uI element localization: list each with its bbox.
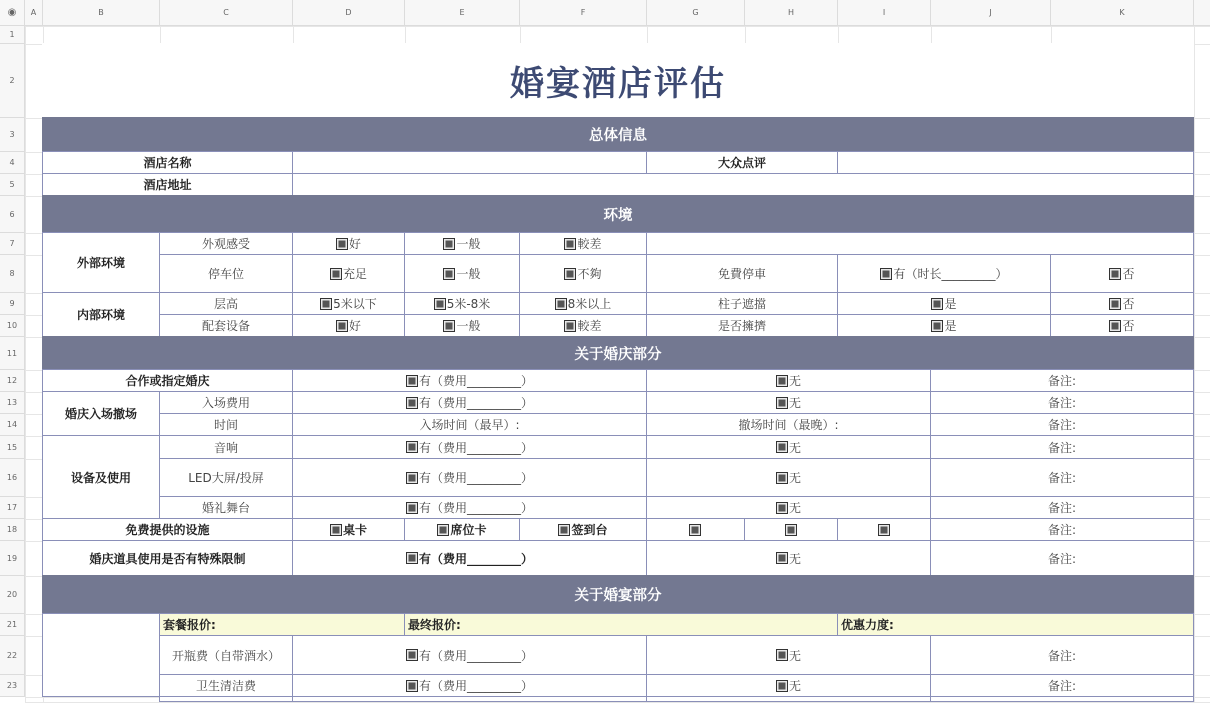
height-label[interactable] (159, 292, 293, 315)
checkbox-icon[interactable] (878, 524, 890, 536)
cleaning-note[interactable] (930, 674, 1194, 697)
entry-fee-no-text: 无 (788, 396, 801, 410)
checkbox-icon[interactable] (320, 298, 332, 310)
checkbox-icon[interactable] (931, 298, 943, 310)
section-celebration-text: 关于婚庆部分 (574, 346, 662, 363)
time-label-text: 时间 (213, 418, 238, 432)
entry-fee-yes-text: 有（费用_________） (418, 396, 533, 410)
crowded-label-text: 是否擁擠 (717, 319, 766, 333)
checkbox-icon[interactable] (564, 320, 576, 332)
discount[interactable] (837, 613, 1194, 636)
height-opt-low-text: 5米以下 (333, 297, 377, 311)
props-note-text: 备注: (1047, 551, 1077, 566)
signin-desk-text: 签到台 (571, 523, 608, 537)
row-header-13[interactable]: 13 (0, 392, 25, 414)
cleaning-note-text: 备注: (1047, 679, 1077, 693)
checkbox-icon[interactable] (776, 472, 788, 484)
props-label[interactable] (42, 540, 293, 576)
entry-fee-no[interactable] (646, 391, 931, 414)
free-parking-yes-text: 有（时长_________） (893, 267, 1008, 281)
table-card[interactable] (292, 518, 405, 541)
facility-opt-poor-text: 較差 (577, 319, 602, 333)
corkage-no[interactable] (646, 635, 931, 675)
look-opt-normal[interactable] (404, 232, 520, 255)
coop-label[interactable] (42, 369, 293, 392)
checkbox-icon[interactable] (336, 320, 348, 332)
props-no[interactable] (646, 540, 931, 576)
sound-no[interactable] (646, 435, 931, 459)
entry-fee-label-text: 入场费用 (201, 396, 250, 410)
checkbox-icon[interactable] (406, 680, 418, 692)
checkbox-icon[interactable] (776, 397, 788, 409)
corkage-label[interactable] (159, 635, 293, 675)
dianping-label[interactable] (646, 151, 838, 174)
row-header-5[interactable]: 5 (0, 174, 25, 196)
facility-opt-good-text: 好 (348, 319, 361, 333)
package-price-text: 套餐报价: (163, 618, 216, 632)
address-value[interactable] (292, 173, 1194, 196)
exit-time[interactable] (646, 413, 931, 436)
row-header-12[interactable]: 12 (0, 370, 25, 392)
entry-fee-label[interactable] (159, 391, 293, 414)
inner-env-label[interactable] (42, 292, 160, 337)
row-header-20[interactable]: 20 (0, 576, 25, 614)
crowded-yes-text: 是 (944, 319, 957, 333)
height-opt-mid[interactable] (404, 292, 520, 315)
entry-label[interactable] (42, 391, 160, 436)
entry-fee-yes[interactable] (292, 391, 647, 414)
led-yes-text: 有（费用_________） (418, 471, 533, 485)
led-label[interactable] (159, 458, 293, 497)
table-card-text: 桌卡 (342, 523, 367, 537)
free-parking-label-text: 免費停車 (717, 267, 766, 281)
pillar-label[interactable] (646, 292, 838, 315)
time-note-text: 备注: (1047, 418, 1077, 432)
stage-note[interactable] (930, 496, 1194, 519)
look-blank[interactable] (646, 232, 1194, 255)
checkbox-icon[interactable] (443, 320, 455, 332)
free-facility-note-text: 备注: (1047, 523, 1077, 537)
cleaning-yes-text: 有（费用_________） (418, 679, 533, 693)
pillar-yes-text: 是 (944, 297, 957, 311)
sound-label[interactable] (159, 435, 293, 459)
checkbox-icon[interactable] (785, 524, 797, 536)
pillar-no[interactable] (1050, 292, 1194, 315)
cleaning-no-text: 无 (788, 679, 801, 693)
checkbox-icon[interactable] (564, 268, 576, 280)
coop-no[interactable] (646, 369, 931, 392)
entry-fee-note-text: 备注: (1047, 396, 1077, 410)
props-no-text: 无 (788, 551, 801, 566)
row-header-1[interactable]: 1 (0, 26, 25, 44)
parking-opt-enough-text: 充足 (342, 267, 367, 281)
look-opt-poor[interactable] (519, 232, 647, 255)
free-parking-label[interactable] (646, 254, 838, 293)
free-parking-no-text: 否 (1122, 267, 1135, 281)
parking-label[interactable] (159, 254, 293, 293)
sound-note[interactable] (930, 435, 1194, 459)
signin-desk[interactable] (519, 518, 647, 541)
column-header-h[interactable]: H (745, 0, 838, 26)
entry-label-text: 婚庆入场撤场 (64, 407, 137, 421)
checkbox-icon[interactable] (776, 441, 788, 453)
look-opt-good[interactable] (292, 232, 405, 255)
checkbox-icon[interactable] (558, 524, 570, 536)
free-parking-yes[interactable] (837, 254, 1051, 293)
parking-opt-normal[interactable] (404, 254, 520, 293)
hotel-name-label[interactable] (42, 151, 293, 174)
exit-time-text: 撤场时间（最晚）: (738, 418, 839, 432)
next-row-c[interactable] (159, 696, 293, 702)
section-banquet-text: 关于婚宴部分 (574, 588, 662, 604)
equipment-label[interactable] (42, 435, 160, 519)
coop-note-text: 备注: (1047, 374, 1077, 388)
look-opt-good-text: 好 (348, 237, 361, 251)
row-header-7[interactable]: 7 (0, 233, 25, 255)
section-general-text: 总体信息 (589, 128, 647, 144)
free-facility-note[interactable] (930, 518, 1194, 541)
checkbox-icon[interactable] (776, 552, 788, 564)
sound-note-text: 备注: (1047, 440, 1077, 455)
entry-fee-note[interactable] (930, 391, 1194, 414)
stage-label-text: 婚礼舞台 (201, 501, 250, 515)
eye-icon: ◉ (7, 7, 17, 18)
row-header-19[interactable]: 19 (0, 541, 25, 576)
column-header-g[interactable]: G (647, 0, 745, 26)
equipment-label-text: 设备及使用 (70, 470, 131, 485)
sound-label-text: 音响 (213, 440, 238, 455)
free-parking-no[interactable] (1050, 254, 1194, 293)
height-label-text: 层高 (213, 297, 238, 311)
checkbox-icon[interactable] (689, 524, 701, 536)
column-header-f[interactable]: F (520, 0, 647, 26)
package-price[interactable] (159, 613, 405, 636)
section-celebration[interactable] (42, 336, 1194, 370)
corkage-label-text: 开瓶费（自带酒水） (171, 648, 280, 663)
section-general[interactable] (42, 117, 1194, 152)
look-opt-poor-text: 較差 (577, 237, 602, 251)
corkage-note[interactable] (930, 635, 1194, 675)
column-header-filler (1194, 0, 1210, 26)
entry-time[interactable] (292, 413, 647, 436)
stage-no[interactable] (646, 496, 931, 519)
checkbox-icon[interactable] (1109, 268, 1121, 280)
crowded-no[interactable] (1050, 314, 1194, 337)
led-yes[interactable] (292, 458, 647, 497)
cleaning-yes[interactable] (292, 674, 647, 697)
parking-label-text: 停车位 (207, 267, 244, 281)
final-price-text: 最终报价: (408, 618, 461, 632)
facility-opt-good[interactable] (292, 314, 405, 337)
cleaning-no[interactable] (646, 674, 931, 697)
row-header-17[interactable]: 17 (0, 497, 25, 519)
row-header-23[interactable]: 23 (0, 675, 25, 697)
row-header-6[interactable]: 6 (0, 196, 25, 233)
row-header-3[interactable]: 3 (0, 118, 25, 152)
pillar-label-text: 柱子遮擋 (717, 297, 766, 311)
facility-opt-poor[interactable] (519, 314, 647, 337)
sound-yes-text: 有（费用_________） (418, 440, 533, 455)
row-header-8[interactable]: 8 (0, 255, 25, 293)
checkbox-icon[interactable] (931, 320, 943, 332)
column-header-c[interactable]: C (160, 0, 293, 26)
stage-note-text: 备注: (1047, 501, 1077, 515)
stage-yes[interactable] (292, 496, 647, 519)
gridline (25, 26, 1210, 27)
parking-opt-short[interactable] (519, 254, 647, 293)
checkbox-icon[interactable] (880, 268, 892, 280)
facility-label[interactable] (159, 314, 293, 337)
checkbox-icon[interactable] (406, 441, 418, 453)
height-opt-high[interactable] (519, 292, 647, 315)
checkbox-icon[interactable] (564, 238, 576, 250)
crowded-yes[interactable] (837, 314, 1051, 337)
facility-opt-normal-text: 一般 (456, 319, 481, 333)
seat-card-text: 席位卡 (450, 523, 487, 537)
dianping-label-text: 大众点评 (717, 156, 766, 170)
stage-yes-text: 有（费用_________） (418, 501, 533, 515)
checkbox-icon[interactable] (1109, 320, 1121, 332)
checkbox-icon[interactable] (406, 552, 418, 564)
props-yes-text: 有（费用_________） (418, 551, 533, 566)
hotel-name-label-text: 酒店名称 (143, 156, 192, 170)
free-facility-label-text: 免费提供的设施 (125, 523, 210, 537)
next-row-g[interactable] (646, 696, 931, 702)
row-header-11[interactable]: 11 (0, 337, 25, 370)
sheet-title[interactable] (42, 43, 1194, 118)
free-extra-3[interactable] (837, 518, 931, 541)
stage-no-text: 无 (788, 501, 801, 515)
corkage-yes-text: 有（费用_________） (418, 648, 533, 663)
sheet-title-text: 婚宴酒店评估 (510, 64, 726, 104)
led-label-text: LED大屏/投屏 (188, 471, 264, 485)
checkbox-icon[interactable] (776, 649, 788, 661)
led-note[interactable] (930, 458, 1194, 497)
address-label[interactable] (42, 173, 293, 196)
section-env-text: 环境 (603, 207, 633, 224)
checkbox-icon[interactable] (406, 375, 418, 387)
row-header-18[interactable]: 18 (0, 519, 25, 541)
checkbox-icon[interactable] (443, 268, 455, 280)
outer-env-label[interactable] (42, 232, 160, 293)
entry-time-text: 入场时间（最早）: (419, 418, 520, 432)
select-all-corner[interactable] (0, 0, 25, 26)
address-label-text: 酒店地址 (143, 178, 192, 192)
checkbox-icon[interactable] (406, 649, 418, 661)
stage-label[interactable] (159, 496, 293, 519)
coop-no-text: 无 (788, 374, 801, 388)
outer-env-label-text: 外部环境 (76, 256, 125, 270)
height-opt-high-text: 8米以上 (567, 297, 612, 311)
facility-label-text: 配套设备 (201, 319, 250, 333)
final-price[interactable] (404, 613, 838, 636)
pillar-yes[interactable] (837, 292, 1051, 315)
led-no-text: 无 (788, 471, 801, 485)
checkbox-icon[interactable] (555, 298, 567, 310)
next-row-d[interactable] (292, 696, 647, 702)
parking-opt-normal-text: 一般 (456, 267, 481, 281)
corkage-yes[interactable] (292, 635, 647, 675)
props-note[interactable] (930, 540, 1194, 576)
banquet-side-blank[interactable] (42, 613, 160, 697)
seat-card[interactable] (404, 518, 520, 541)
look-label[interactable] (159, 232, 293, 255)
height-opt-mid-text: 5米-8米 (446, 297, 491, 311)
props-yes[interactable] (292, 540, 647, 576)
row-header-9[interactable]: 9 (0, 293, 25, 315)
checkbox-icon[interactable] (437, 524, 449, 536)
sound-no-text: 无 (788, 440, 801, 455)
column-header-d[interactable]: D (293, 0, 405, 26)
column-header-b[interactable]: B (43, 0, 160, 26)
coop-yes-text: 有（费用_________） (418, 374, 533, 388)
checkbox-icon[interactable] (330, 524, 342, 536)
section-env[interactable] (42, 195, 1194, 233)
led-no[interactable] (646, 458, 931, 497)
free-extra-1[interactable] (646, 518, 745, 541)
checkbox-icon[interactable] (406, 502, 418, 514)
height-opt-low[interactable] (292, 292, 405, 315)
hotel-name-value[interactable] (292, 151, 647, 174)
parking-opt-enough[interactable] (292, 254, 405, 293)
pillar-no-text: 否 (1122, 297, 1135, 311)
section-banquet[interactable] (42, 575, 1194, 614)
column-header-i[interactable]: I (838, 0, 931, 26)
look-label-text: 外观感受 (201, 237, 250, 251)
discount-text: 优惠力度: (841, 618, 894, 632)
column-header-j[interactable]: J (931, 0, 1051, 26)
sound-yes[interactable] (292, 435, 647, 459)
checkbox-icon[interactable] (330, 268, 342, 280)
crowded-label[interactable] (646, 314, 838, 337)
next-row-j[interactable] (930, 696, 1194, 702)
checkbox-icon[interactable] (776, 680, 788, 692)
row-header-10[interactable]: 10 (0, 315, 25, 337)
look-opt-normal-text: 一般 (456, 237, 481, 251)
coop-label-text: 合作或指定婚庆 (125, 374, 210, 388)
row-header-22[interactable]: 22 (0, 636, 25, 675)
parking-opt-short-text: 不夠 (577, 267, 602, 281)
coop-note[interactable] (930, 369, 1194, 392)
cleaning-label[interactable] (159, 674, 293, 697)
column-header-e[interactable]: E (405, 0, 520, 26)
facility-opt-normal[interactable] (404, 314, 520, 337)
led-note-text: 备注: (1047, 471, 1077, 485)
time-label[interactable] (159, 413, 293, 436)
checkbox-icon[interactable] (443, 238, 455, 250)
checkbox-icon[interactable] (776, 375, 788, 387)
free-facility-label[interactable] (42, 518, 293, 541)
checkbox-icon[interactable] (434, 298, 446, 310)
row-header-21[interactable]: 21 (0, 614, 25, 636)
row-header-2[interactable]: 2 (0, 44, 25, 118)
checkbox-icon[interactable] (1109, 298, 1121, 310)
time-note[interactable] (930, 413, 1194, 436)
free-extra-2[interactable] (744, 518, 838, 541)
checkbox-icon[interactable] (406, 397, 418, 409)
crowded-no-text: 否 (1122, 319, 1135, 333)
inner-env-label-text: 内部环境 (76, 308, 125, 322)
coop-yes[interactable] (292, 369, 647, 392)
column-header-k[interactable]: K (1051, 0, 1194, 26)
props-label-text: 婚庆道具使用是否有特殊限制 (89, 551, 246, 566)
corkage-note-text: 备注: (1047, 648, 1077, 663)
dianping-value[interactable] (837, 151, 1194, 174)
row-header-15[interactable]: 15 (0, 436, 25, 459)
gridline (25, 26, 26, 702)
column-header-a[interactable]: A (25, 0, 43, 26)
cleaning-label-text: 卫生清洁费 (195, 679, 256, 693)
row-header-16[interactable]: 16 (0, 459, 25, 497)
checkbox-icon[interactable] (776, 502, 788, 514)
checkbox-icon[interactable] (406, 472, 418, 484)
row-header-14[interactable]: 14 (0, 414, 25, 436)
row-header-4[interactable]: 4 (0, 152, 25, 174)
corkage-no-text: 无 (788, 648, 801, 663)
gridline (1194, 26, 1195, 702)
checkbox-icon[interactable] (336, 238, 348, 250)
